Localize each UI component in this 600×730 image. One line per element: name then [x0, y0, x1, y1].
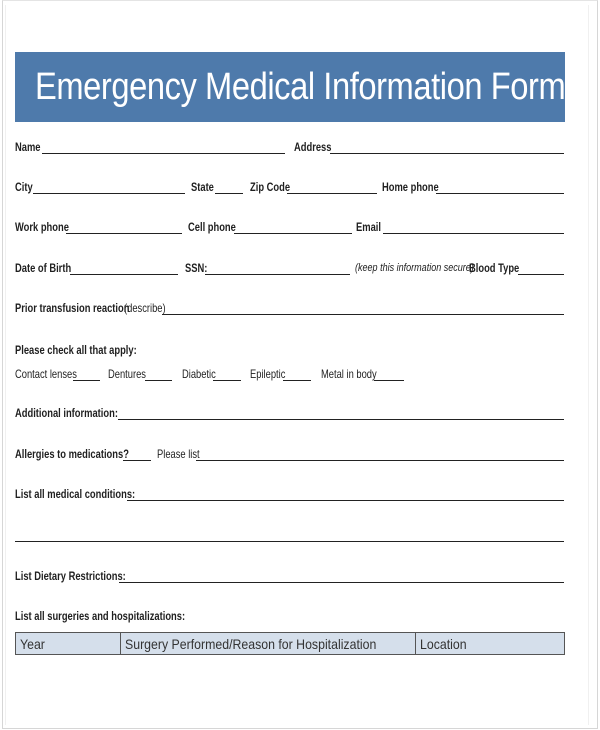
- zip-code-field[interactable]: [287, 193, 377, 194]
- state-label: State: [191, 180, 214, 194]
- transfusion-label: Prior transfusion reaction: [15, 301, 130, 315]
- state-field[interactable]: [215, 193, 243, 194]
- cell-phone-field[interactable]: [234, 233, 352, 234]
- additional-info-label: Additional information:: [15, 406, 118, 420]
- surgeries-table: [15, 632, 565, 655]
- checklist-items-row: [15, 366, 565, 382]
- surgeries-heading-row: [15, 608, 565, 624]
- email-label: Email: [356, 220, 381, 234]
- surgeries-table-header-row: [16, 633, 565, 655]
- medical-conditions-field-line-2[interactable]: [15, 541, 564, 542]
- allergies-list-field[interactable]: [196, 460, 564, 461]
- row-allergies: [15, 446, 565, 462]
- column-header-surgery-reason: Surgery Performed/Reason for Hospitalization: [121, 633, 416, 655]
- checklist-contact-lenses-label: Contact lenses: [15, 367, 77, 381]
- column-header-location: Location: [415, 633, 564, 655]
- email-field[interactable]: [383, 233, 564, 234]
- checklist-heading-row: [15, 342, 565, 358]
- row-dietary-restrictions: [15, 568, 565, 584]
- ssn-security-note: (keep this information secure): [355, 262, 474, 274]
- transfusion-hint: (describe): [124, 301, 166, 315]
- dietary-restrictions-label: List Dietary Restrictions:: [15, 569, 126, 583]
- zip-code-label: Zip Code: [250, 180, 291, 194]
- surgeries-heading: List all surgeries and hospitalizations:: [15, 609, 186, 623]
- cell-phone-label: Cell phone: [188, 220, 236, 234]
- blood-type-field[interactable]: [518, 274, 564, 275]
- checklist-dentures-field[interactable]: [145, 380, 172, 381]
- name-field[interactable]: [42, 153, 285, 154]
- city-field[interactable]: [33, 193, 185, 194]
- medical-conditions-field[interactable]: [127, 500, 564, 501]
- address-field[interactable]: [330, 153, 564, 154]
- form-title: Emergency Medical Information Form: [35, 65, 566, 108]
- work-phone-field[interactable]: [66, 233, 182, 234]
- row-additional-info: [15, 405, 565, 421]
- row-name-address: [15, 139, 565, 155]
- date-of-birth-field[interactable]: [70, 274, 178, 275]
- checklist-heading: Please check all that apply:: [15, 343, 137, 357]
- row-city-state-zip: [15, 179, 565, 195]
- row-medical-conditions: [15, 486, 565, 502]
- checklist-metal-in-body-field[interactable]: [374, 380, 404, 381]
- transfusion-field[interactable]: [162, 314, 564, 315]
- additional-info-field[interactable]: [118, 419, 564, 420]
- blood-type-label: Blood Type: [469, 261, 520, 275]
- allergies-yes-no-field[interactable]: [123, 460, 151, 461]
- checklist-diabetic-field[interactable]: [213, 380, 241, 381]
- row-medical-conditions-continued: [15, 527, 565, 543]
- home-phone-label: Home phone: [382, 180, 439, 194]
- row-dob-ssn-blood: [15, 260, 565, 276]
- medical-conditions-label: List all medical conditions:: [15, 487, 136, 501]
- home-phone-field[interactable]: [436, 193, 564, 194]
- ssn-label: SSN:: [185, 261, 208, 275]
- column-header-year: Year: [16, 633, 121, 655]
- checklist-contact-lenses-field[interactable]: [73, 380, 100, 381]
- checklist-epileptic-label: Epileptic: [250, 367, 286, 381]
- checklist-metal-in-body-label: Metal in body: [321, 367, 377, 381]
- name-label: Name: [15, 140, 41, 154]
- dietary-restrictions-field[interactable]: [119, 582, 564, 583]
- address-label: Address: [294, 140, 332, 154]
- title-banner: [15, 52, 565, 122]
- checklist-diabetic-label: Diabetic: [182, 367, 216, 381]
- allergies-list-label: Please list: [157, 447, 200, 461]
- work-phone-label: Work phone: [15, 220, 69, 234]
- checklist-dentures-label: Dentures: [108, 367, 146, 381]
- row-transfusion: [15, 300, 565, 316]
- allergies-label: Allergies to medications?: [15, 447, 129, 461]
- city-label: City: [15, 180, 33, 194]
- date-of-birth-label: Date of Birth: [15, 261, 72, 275]
- checklist-epileptic-field[interactable]: [283, 380, 311, 381]
- ssn-field[interactable]: [205, 274, 350, 275]
- row-phones-email: [15, 219, 565, 235]
